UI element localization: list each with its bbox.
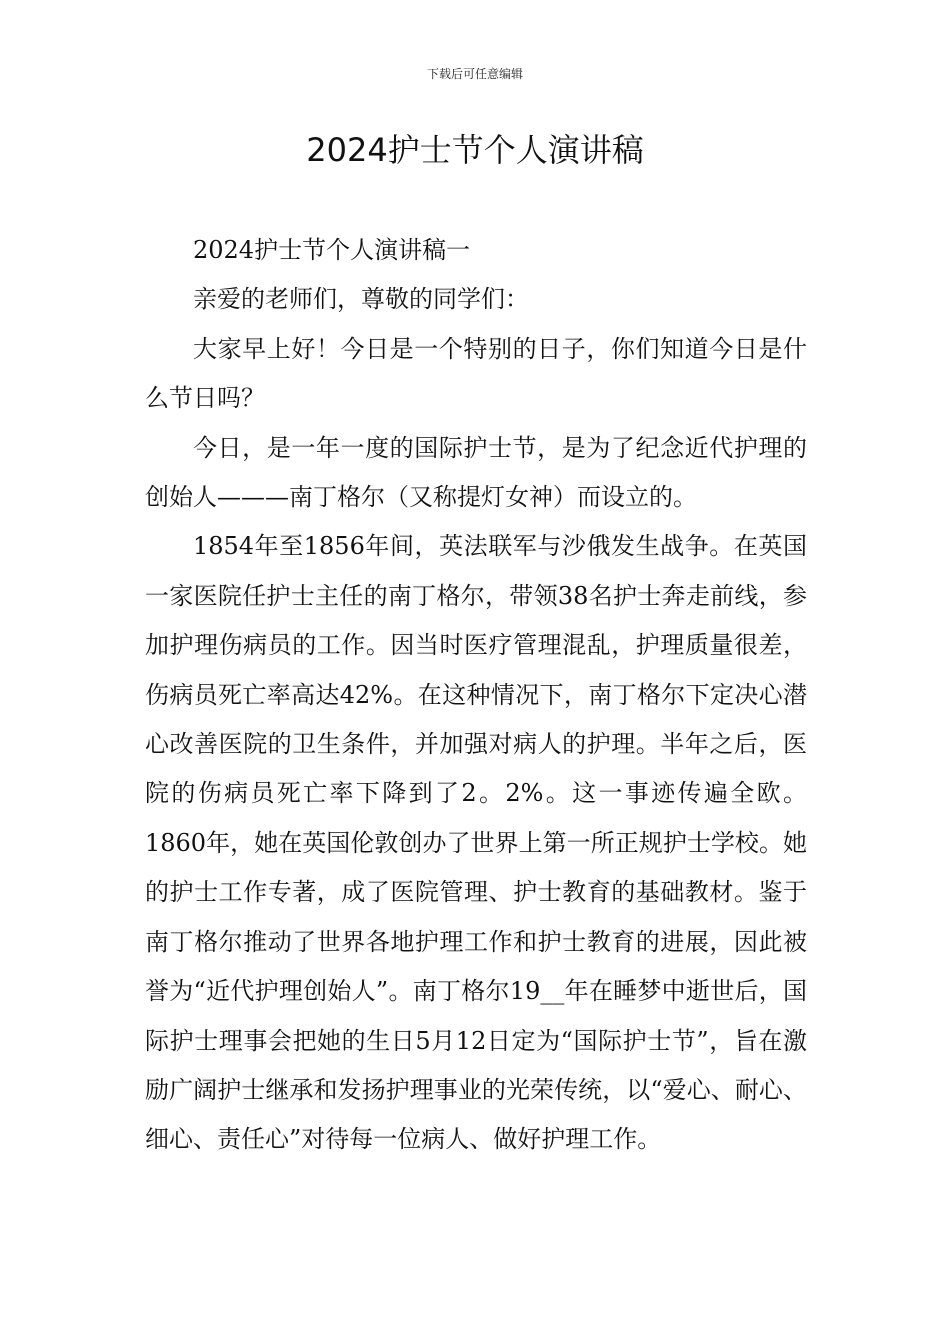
document-title: 2024护士节个人演讲稿 <box>306 131 644 169</box>
greeting-paragraph: 大家早上好！今日是一个特别的日子，你们知道今日是什么节日吗？ <box>145 334 807 413</box>
document-body <box>145 226 807 1165</box>
salutation-paragraph: 亲爱的老师们，尊敬的同学们： <box>193 285 529 314</box>
history-paragraph: 1854年至1856年间，英法联军与沙俄发生战争。在英国一家医院任护士主任的南丁格尔，带领38名护士奔走前线，参加护理伤病员的工作。因当时医疗管理混乱，护理质量很差，伤病员死亡率高达42%。在这种情况下，南丁格尔下定决心潜心改善医院的卫生条件，并加强对病人的护理。半年之后，医院的伤病员死亡率下降到了2。2%。这一事迹传遍全欧。1860年，她在英国伦敦创办了世界上第一所正规护士学校。她的护士工作专著，成了医院管理、护士教育的基础教材。鉴于南丁格尔推动了世界各地护理工作和护士教育的进展，因此被誉为“近代护理创始人”。南丁格尔19__年在睡梦中逝世后，国际护士理事会把她的生日5月12日定为“国际护士节”，旨在激励广阔护士继承和发扬护理事业的光荣传统，以“爱心、耐心、细心、责任心”对待每一位病人、做好护理工作。 <box>145 532 807 1154</box>
page-header-note: 下载后可任意编辑 <box>426 67 523 81</box>
intro-paragraph: 今日，是一年一度的国际护士节，是为了纪念近代护理的创始人———南丁格尔（又称提灯女神）而设立的。 <box>145 433 807 512</box>
subtitle-paragraph: 2024护士节个人演讲稿一 <box>193 236 471 264</box>
